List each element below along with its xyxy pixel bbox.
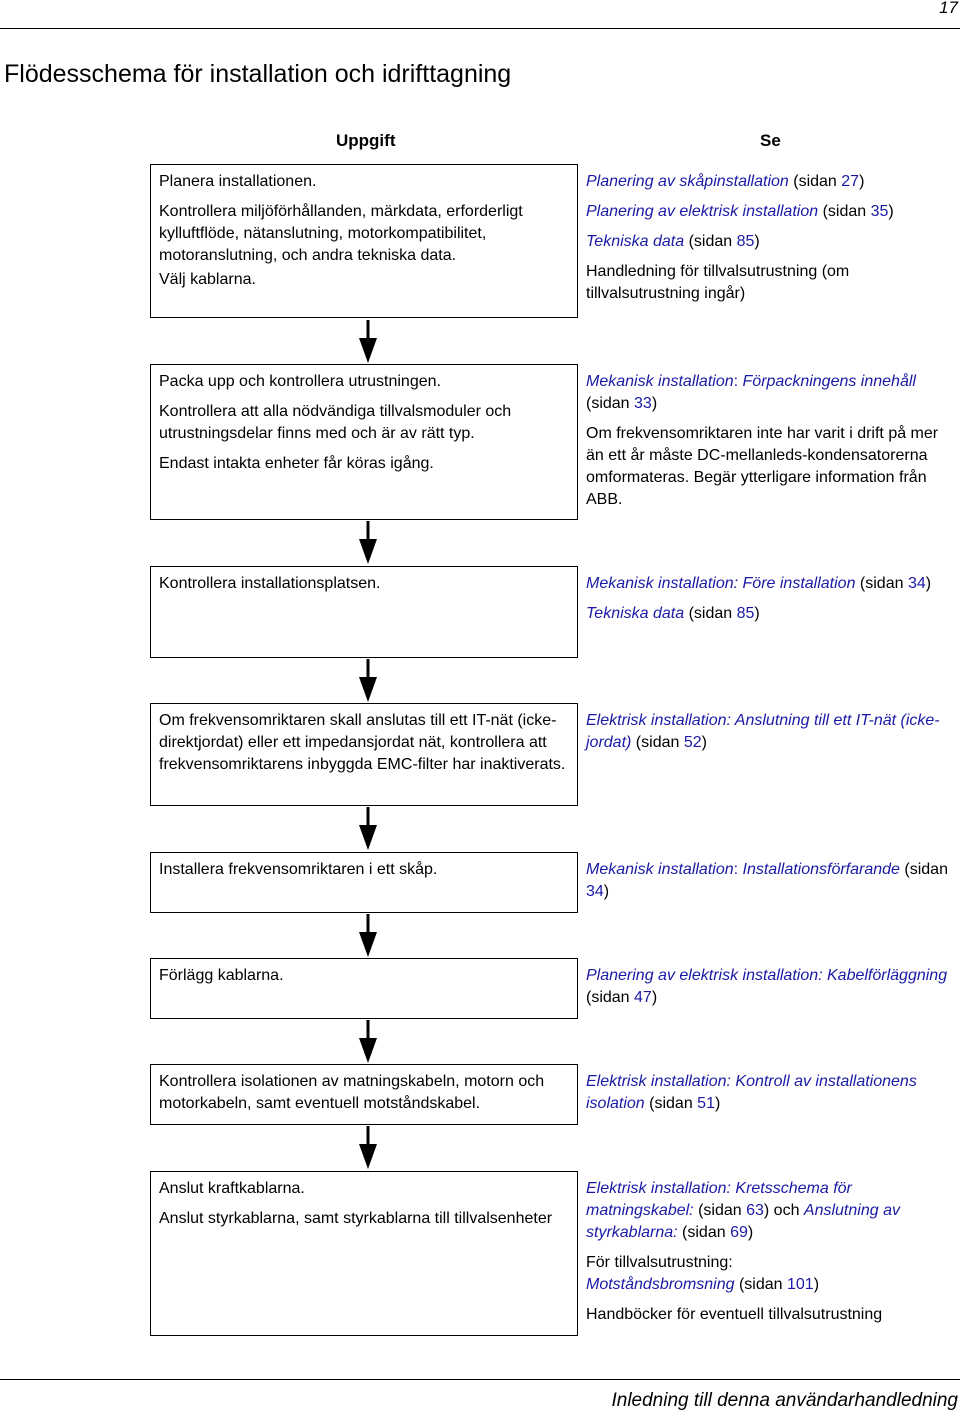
ref-text: (sidan: [586, 989, 635, 1006]
ref-text: (sidan: [693, 1202, 747, 1219]
task-box-6: [150, 958, 578, 1019]
task-line: Om frekvensomriktaren skall anslutas till ett IT-nät (icke-direktjordat) eller ett impedansjordat nät, kontrollera att frekvensomriktarens inbyggda EMC-filter har inaktiverats.: [159, 712, 566, 773]
ref-text: ): [651, 989, 658, 1006]
task-line: Kontrollera isolationen av matningskabeln, motorn och motorkabeln, samt eventuell motståndskabel.: [159, 1073, 545, 1112]
page-link[interactable]: 85: [736, 233, 755, 250]
ref-text: (sidan: [644, 1095, 698, 1112]
down-arrow-icon: [358, 1020, 378, 1064]
reference-link[interactable]: Planering av elektrisk installation: Kabelförläggning: [586, 967, 948, 984]
column-header-task: Uppgift: [336, 131, 396, 150]
reference-block-5: [586, 852, 958, 911]
page-link[interactable]: 33: [634, 395, 652, 412]
reference-link[interactable]: Mekanisk installation: Före installation: [586, 575, 856, 592]
reference-block-4: [586, 703, 958, 762]
task-box-4: [150, 703, 578, 806]
task-line: Förlägg kablarna.: [159, 967, 284, 984]
reference-link[interactable]: Installationsförfarande: [742, 861, 900, 878]
page-link[interactable]: 27: [841, 173, 860, 190]
reference-link[interactable]: Motståndsbromsning: [586, 1276, 735, 1293]
ref-text: Handböcker för eventuell tillvalsutrustning: [586, 1306, 883, 1323]
reference-block-8: [586, 1171, 958, 1334]
reference-link[interactable]: Mekanisk installation: [586, 861, 734, 878]
task-box-1: [150, 164, 578, 318]
page-link[interactable]: 51: [697, 1095, 715, 1112]
ref-text: Handledning för tillvalsutrustning (om tillvalsutrustning ingår): [586, 263, 850, 302]
task-box-3: [150, 566, 578, 658]
down-arrow-icon: [358, 320, 378, 364]
reference-block-6: [586, 958, 958, 1017]
reference-link[interactable]: Planering av elektrisk installation: [586, 203, 819, 220]
reference-block-7: [586, 1064, 958, 1123]
task-line: Anslut styrkablarna, samt styrkablarna till tillvalsenheter: [159, 1210, 553, 1227]
reference-block-2: [586, 364, 958, 519]
down-arrow-icon: [358, 659, 378, 703]
reference-link[interactable]: Elektrisk installation: Kontroll av installationens isolation: [586, 1073, 917, 1112]
reference-block-3: [586, 566, 958, 633]
task-line: Installera frekvensomriktaren i ett skåp.: [159, 861, 438, 878]
ref-text: ): [754, 233, 760, 250]
ref-text: ): [714, 1095, 721, 1112]
ref-text: (sidan: [899, 861, 948, 878]
ref-text: ): [754, 605, 760, 622]
top-rule: [0, 28, 960, 29]
ref-text: :: [733, 373, 743, 390]
ref-text: ) och: [763, 1202, 804, 1219]
reference-link[interactable]: Mekanisk installation: [586, 373, 734, 390]
bottom-rule: [0, 1379, 960, 1380]
page-link[interactable]: 34: [586, 883, 604, 900]
ref-text: (sidan: [818, 203, 871, 220]
task-line: Välj kablarna.: [159, 271, 256, 288]
page-link[interactable]: 101: [786, 1276, 814, 1293]
reference-link[interactable]: Elektrisk installation: Kretsschema för matningskabel:: [586, 1180, 852, 1219]
reference-block-1: [586, 164, 958, 313]
page-number: 17: [939, 0, 958, 17]
ref-text: Om frekvensomriktaren inte har varit i drift på mer än ett år måste DC-mellanleds-kondensatorerna omformateras. Begär ytterligare information från ABB.: [586, 425, 939, 508]
ref-text: (sidan: [855, 575, 908, 592]
reference-link[interactable]: Tekniska data: [586, 605, 685, 622]
page-link[interactable]: 47: [634, 989, 652, 1006]
ref-text: (sidan: [684, 605, 737, 622]
task-box-5: [150, 852, 578, 913]
task-line: Anslut kraftkablarna.: [159, 1180, 305, 1197]
down-arrow-icon: [358, 521, 378, 565]
reference-link[interactable]: Planering av skåpinstallation: [586, 173, 789, 190]
task-box-7: [150, 1064, 578, 1125]
footer-title: Inledning till denna användarhandledning: [611, 1390, 958, 1411]
ref-text: ): [747, 1224, 754, 1241]
ref-text: ): [859, 173, 865, 190]
ref-text: ): [925, 575, 932, 592]
page-title: Flödesschema för installation och idrifttagning: [4, 60, 512, 88]
ref-text: (sidan: [586, 395, 635, 412]
down-arrow-icon: [358, 914, 378, 958]
task-line: Kontrollera installationsplatsen.: [159, 575, 381, 592]
reference-link[interactable]: Elektrisk installation: Anslutning till ett IT-nät (icke-jordat): [586, 712, 940, 751]
page-link[interactable]: 34: [907, 575, 926, 592]
ref-text: :: [733, 861, 743, 878]
page-link[interactable]: 35: [870, 203, 889, 220]
ref-text: ): [888, 203, 894, 220]
down-arrow-icon: [358, 1126, 378, 1170]
ref-text: (sidan: [677, 1224, 731, 1241]
task-box-2: [150, 364, 578, 520]
ref-text: (sidan: [734, 1276, 787, 1293]
reference-link[interactable]: Anslutning av styrkablarna:: [586, 1202, 900, 1241]
task-line: Kontrollera miljöförhållanden, märkdata, erforderligt kylluftflöde, nätanslutning, motorkompatibilitet, motoranslutning, och andra tekniska data.: [159, 203, 523, 264]
ref-text: För tillvalsutrustning:: [586, 1254, 733, 1271]
ref-text: (sidan: [788, 173, 842, 190]
ref-text: (sidan: [684, 233, 737, 250]
ref-text: ): [603, 883, 610, 900]
task-box-8: [150, 1171, 578, 1336]
page-link[interactable]: 69: [730, 1224, 748, 1241]
ref-text: ): [813, 1276, 820, 1293]
task-line: Endast intakta enheter får köras igång.: [159, 455, 434, 472]
task-line: Packa upp och kontrollera utrustningen.: [159, 373, 441, 390]
down-arrow-icon: [358, 807, 378, 851]
ref-text: ): [651, 395, 658, 412]
page-link[interactable]: 85: [736, 605, 755, 622]
ref-text: (sidan: [631, 734, 684, 751]
reference-link[interactable]: Förpackningens innehåll: [742, 373, 916, 390]
page-link[interactable]: 63: [746, 1202, 764, 1219]
page-link[interactable]: 52: [683, 734, 702, 751]
column-header-see: Se: [760, 131, 781, 150]
ref-text: ): [701, 734, 707, 751]
task-line: Planera installationen.: [159, 173, 317, 190]
task-line: Kontrollera att alla nödvändiga tillvalsmoduler och utrustningsdelar finns med och är av rätt typ.: [159, 403, 512, 442]
reference-link[interactable]: Tekniska data: [586, 233, 685, 250]
